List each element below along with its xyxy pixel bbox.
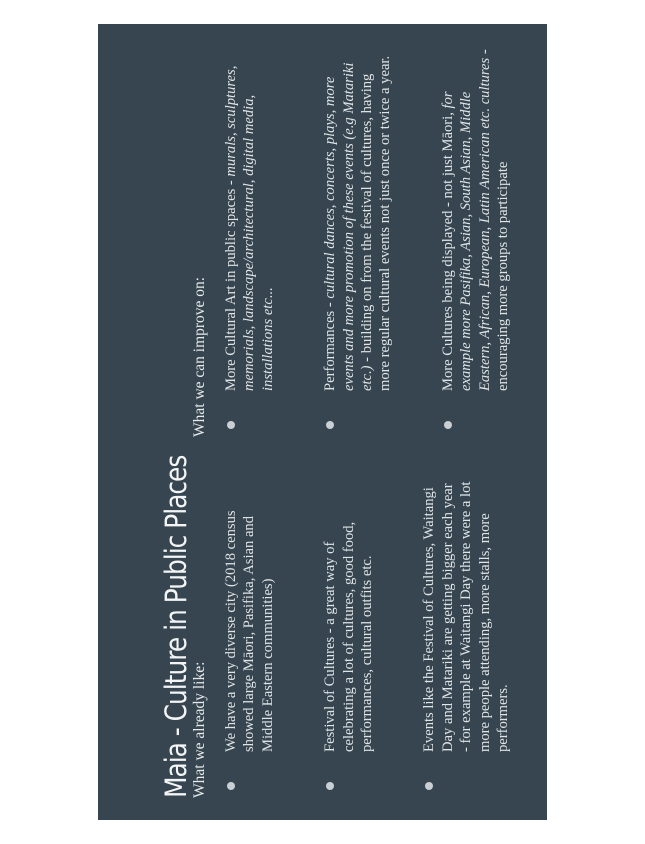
bullet-examples: for example more Pasifika, Asian, South Asian, Middle Eastern, African, European, Latin American etc. cultures — [439, 57, 493, 391]
bullet-dot-icon — [425, 782, 433, 790]
bullet-text: We have a very diverse city (2018 census showed large Māori, Pasifika, Asian and Middle Eastern communities) — [223, 510, 276, 752]
bullet-text: Festival of Cultures - a great way of celebrating a lot of cultures, good food, performances, cultural outfits etc. — [322, 521, 376, 752]
bullet-dot-icon — [227, 782, 235, 790]
bullet-text — [222, 44, 277, 391]
list-item — [321, 480, 376, 790]
right-bullet-list — [222, 44, 512, 429]
slide-title: Maia - Culture in Public Places — [159, 455, 194, 798]
right-column-heading: What we can improve on: — [191, 276, 208, 437]
bullet-lead: More Cultural Art in public spaces - — [223, 176, 239, 391]
bullet-examples: murals, sculptures, memorials, landscape/architectural, digital media, installations etc... — [223, 65, 276, 391]
left-column-heading: What we already like: — [191, 661, 208, 798]
bullet-text — [321, 44, 395, 391]
list-item — [222, 480, 277, 790]
list-item — [420, 480, 512, 790]
bullet-dot-icon — [326, 782, 334, 790]
list-item — [222, 44, 277, 429]
bullet-dot-icon — [326, 421, 334, 429]
slide — [98, 24, 547, 820]
bullet-examples: cultural dances, concerts, plays, more events and more promotion of these events (e.g Matariki etc.) — [322, 62, 376, 391]
bullet-dot-icon — [444, 421, 452, 429]
bullet-lead: More Cultures being displayed - not just Māori, — [439, 108, 456, 391]
bullet-text — [439, 44, 513, 391]
bullet-tail: - building on from the festival of cultures, having more regular cultural events not just once or twice a year. — [359, 55, 394, 391]
left-bullet-list — [222, 480, 512, 790]
bullet-dot-icon — [227, 421, 235, 429]
bullet-lead: Performances - — [322, 298, 339, 391]
list-item — [321, 44, 395, 429]
list-item — [439, 44, 513, 429]
slide-content — [98, 24, 547, 820]
bullet-tail: - encouraging more groups to participate — [476, 49, 512, 391]
bullet-text: Events like the Festival of Cultures, Waitangi Day and Matariki are getting bigger each year - for example at Waitangi Day there were a lot more people attending, more stalls, more performers. — [421, 481, 512, 752]
